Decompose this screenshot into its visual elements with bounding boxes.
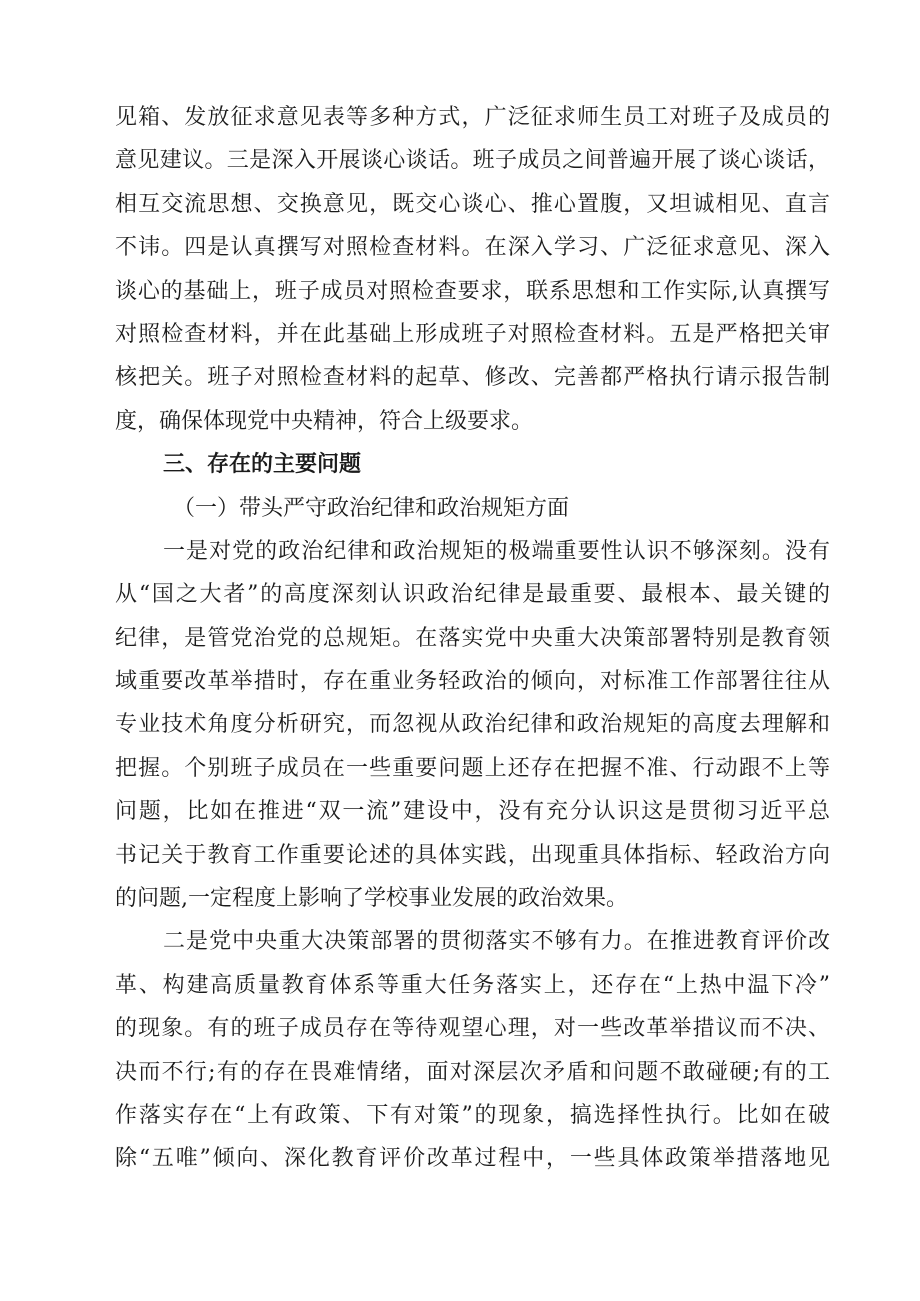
continued-paragraph <box>115 96 830 443</box>
text-line: 度，确保体现党中央精神，符合上级要求。 <box>115 408 534 434</box>
text-line: 二是党中央重大决策部署的贯彻落实不够有力。在推进教育评价改 <box>163 929 830 955</box>
text-line: 从“国之大者”的高度深刻认识政治纪律是最重要、最根本、最关键的 <box>115 582 830 608</box>
text-line: 不讳。四是认真撰写对照检查材料。在深入学习、广泛征求意见、深入 <box>115 235 830 261</box>
text-line: 谈心的基础上，班子成员对照检查要求，联系思想和工作实际,认真撰写 <box>115 278 830 304</box>
text-line: 专业技术角度分析研究，而忽视从政治纪律和政治规矩的高度去理解和 <box>115 712 830 738</box>
text-line: 把握。个别班子成员在一些重要问题上还存在把握不准、行动跟不上等 <box>115 755 830 781</box>
subsection-heading: （一）带头严守政治纪律和政治规矩方面 <box>173 495 570 521</box>
text-line: 相互交流思想、交换意见，既交心谈心、推心置腹，又坦诚相见、直言 <box>115 191 830 217</box>
paragraph-1 <box>115 530 830 921</box>
paragraph-2 <box>115 920 830 1180</box>
text-line: 除“五唯”倾向、深化教育评价改革过程中，一些具体政策举措落地见 <box>115 1146 830 1172</box>
text-line: 意见建议。三是深入开展谈心谈话。班子成员之间普遍开展了谈心谈话， <box>115 148 830 174</box>
text-line: 核把关。班子对照检查材料的起草、修改、完善都严格执行请示报告制 <box>115 365 830 391</box>
text-line: 见箱、发放征求意见表等多种方式，广泛征求师生员工对班子及成员的 <box>115 105 830 130</box>
text-line: 对照检查材料，并在此基础上形成班子对照检查材料。五是严格把关审 <box>115 321 830 347</box>
text-line: 的现象。有的班子成员存在等待观望心理，对一些改革举措议而不决、 <box>115 1016 830 1042</box>
text-line: 决而不行;有的存在畏难情绪，面对深层次矛盾和问题不敢碰硬;有的工 <box>115 1059 830 1085</box>
document-body <box>115 96 830 1181</box>
text-line: 革、构建高质量教育体系等重大任务落实上，还存在“上热中温下冷” <box>115 972 830 998</box>
text-line: 的问题,一定程度上影响了学校事业发展的政治效果。 <box>115 886 628 912</box>
text-line: 域重要改革举措时，存在重业务轻政治的倾向，对标准工作部署往往从 <box>115 669 830 695</box>
text-line: 纪律，是管党治党的总规矩。在落实党中央重大决策部署特别是教育领 <box>115 625 830 651</box>
text-line: 作落实存在“上有政策、下有对策”的现象，搞选择性执行。比如在破 <box>115 1102 830 1128</box>
section-heading: 三、存在的主要问题 <box>163 452 362 478</box>
text-line: 书记关于教育工作重要论述的具体实践，出现重具体指标、轻政治方向 <box>115 842 830 868</box>
text-line: 一是对党的政治纪律和政治规矩的极端重要性认识不够深刻。没有 <box>163 538 830 564</box>
text-line: 问题，比如在推进“双一流”建设中，没有充分认识这是贯彻习近平总 <box>115 799 830 825</box>
